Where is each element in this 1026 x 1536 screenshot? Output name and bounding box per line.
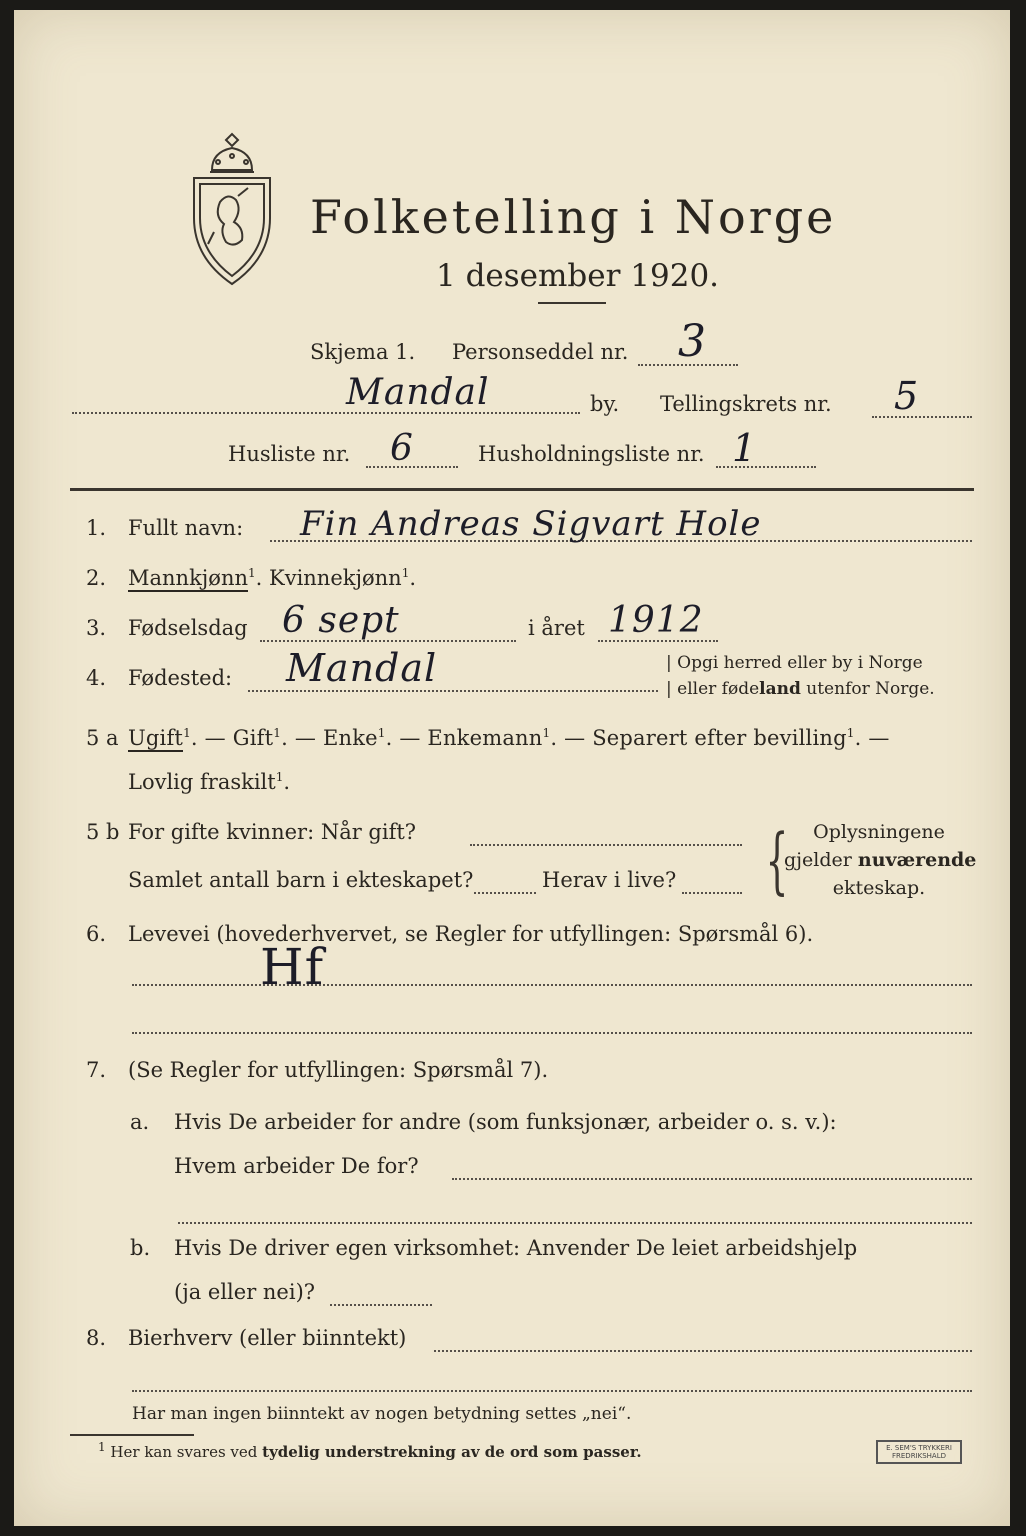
husliste-label: Husliste nr. <box>228 442 351 466</box>
enke-option: Enke <box>322 726 378 750</box>
q7a-label: Hvis De arbeider for andre (som funksjonær, arbeider o. s. v.): <box>174 1110 837 1134</box>
printer-stamp-line2: FREDRIKSHALD <box>891 1452 946 1460</box>
q7-number: 7. <box>86 1058 107 1082</box>
footnote-text-a: Her kan svares ved <box>110 1443 263 1461</box>
q6-line1 <box>132 984 972 986</box>
skjema-label: Skjema 1. <box>310 340 416 364</box>
q7a-question: Hvem arbeider De for? <box>174 1154 419 1178</box>
q3-number: 3. <box>86 616 107 640</box>
birth-year-value: 1912 <box>608 600 704 641</box>
q5a-options: Ugift$^1$. — Gift$^1$. — Enke$^1$. — Enkemann$^1$. — Separert efter bevilling$^1$. — <box>128 726 890 750</box>
q7a-letter: a. <box>130 1110 150 1134</box>
q8-label: Bierhverv (eller biinntekt) <box>128 1326 407 1350</box>
q5b-brace: { <box>765 818 789 902</box>
q8-line1 <box>434 1350 972 1352</box>
coat-of-arms-icon <box>186 132 278 296</box>
q5b-note-line3: ekteskap. <box>832 877 926 899</box>
q5b-alive-label: Herav i live? <box>542 868 677 892</box>
q5b-children-label: Samlet antall barn i ekteskapet? <box>128 868 474 892</box>
tellingskrets-label: Tellingskrets nr. <box>660 392 832 416</box>
q8-number: 8. <box>86 1326 107 1350</box>
footnote-ref: 1 <box>273 726 282 740</box>
occupation-value: Hf <box>260 938 325 996</box>
enkemann-option: Enkemann <box>427 726 543 750</box>
q4-line <box>248 690 658 692</box>
footnote-ref: 1 <box>248 566 256 580</box>
q1-number: 1. <box>86 516 107 540</box>
q7b-question: (ja eller nei)? <box>174 1280 316 1304</box>
footnote-ref: 1 <box>846 726 855 740</box>
q7b-label: Hvis De driver egen virksomhet: Anvender De leiet arbeidshjelp <box>174 1236 858 1260</box>
q1-label: Fullt navn: <box>128 516 244 540</box>
q3-year-label: i året <box>528 616 585 640</box>
q5b-note-line2b: nuværende <box>857 849 977 871</box>
q2-options: Mannkjønn$^1$. Kvinnekjønn$^1$. <box>128 566 417 590</box>
by-label: by. <box>590 392 620 416</box>
male-option: Mannkjønn <box>128 566 249 590</box>
footnote-rule <box>70 1434 194 1436</box>
q5b-label: For gifte kvinner: Når gift? <box>128 820 417 844</box>
q7a-line2 <box>178 1222 972 1224</box>
title-divider <box>538 302 606 304</box>
husliste-value: 6 <box>390 428 414 469</box>
footnote-ref: 1 <box>542 726 551 740</box>
nei-note: Har man ingen biinntekt av nogen betydning settes „nei“. <box>132 1404 632 1424</box>
husholdning-line <box>716 466 816 468</box>
birthplace-value: Mandal <box>286 646 438 690</box>
printer-stamp <box>876 1440 962 1464</box>
census-form <box>14 10 1010 1526</box>
separert-option: Separert efter bevilling <box>592 726 847 750</box>
q5b-married-line <box>470 844 742 846</box>
footnote-ref: 1 <box>377 726 386 740</box>
full-name-value: Fin Andreas Sigvart Hole <box>300 504 762 544</box>
q5b-children-line <box>474 892 536 894</box>
q5a-number: 5 a <box>86 726 119 750</box>
footnote-mark: 1 <box>98 1440 106 1454</box>
q5b-note-line1: Oplysningene <box>813 821 945 843</box>
lovlig-label: Lovlig fraskilt <box>128 770 276 794</box>
personseddel-value: 3 <box>678 316 707 367</box>
q5b-note-line2a: gjelder <box>784 849 858 871</box>
q6-line2 <box>132 1032 972 1034</box>
q6-label: Levevei (hovederhvervet, se Regler for utfyllingen: Spørsmål 6). <box>128 922 814 946</box>
tellingskrets-line <box>872 416 972 418</box>
q8-line2 <box>132 1390 972 1392</box>
q4-note-line2a: eller føde <box>677 679 760 699</box>
printer-stamp-line1: E. SEM'S TRYKKERI <box>886 1444 952 1452</box>
by-value: Mandal <box>346 372 490 413</box>
census-date: 1 desember 1920. <box>436 258 720 294</box>
q5b-alive-line <box>682 892 742 894</box>
q4-note-line2b: land <box>759 679 801 699</box>
q5b-note <box>784 818 977 902</box>
husholdning-label: Husholdningsliste nr. <box>478 442 705 466</box>
gift-option: Gift <box>232 726 274 750</box>
q6-number: 6. <box>86 922 107 946</box>
q7b-line <box>330 1304 432 1306</box>
q7a-line1 <box>452 1178 972 1180</box>
footnote-text-b: tydelig understrekning av de ord som passer. <box>262 1443 642 1461</box>
q2-number: 2. <box>86 566 107 590</box>
footnote <box>98 1440 642 1461</box>
ugift-option: Ugift <box>128 726 184 750</box>
form-title: Folketelling i Norge <box>310 190 837 244</box>
q4-note: | Opgi herred eller by i Norge | eller fødeland utenfor Norge. <box>666 653 935 699</box>
footnote-ref: 1 <box>401 566 410 580</box>
q5b-number: 5 b <box>86 820 120 844</box>
q4-label: Fødested: <box>128 666 233 690</box>
personseddel-label: Personseddel nr. <box>452 340 629 364</box>
by-line <box>72 412 580 414</box>
birth-day-value: 6 sept <box>282 600 400 641</box>
q3-label: Fødselsdag <box>128 616 248 640</box>
q7b-letter: b. <box>130 1236 151 1260</box>
q4-number: 4. <box>86 666 107 690</box>
q7-label: (Se Regler for utfyllingen: Spørsmål 7). <box>128 1058 549 1082</box>
husholdning-value: 1 <box>732 426 758 470</box>
tellingskrets-value: 5 <box>894 374 920 418</box>
q4-note-line2c: utenfor Norge. <box>800 679 935 699</box>
footnote-ref: 1 <box>183 726 191 740</box>
lovlig-fraskilt-option: Lovlig fraskilt$^1$. <box>128 770 291 794</box>
footnote-ref: 1 <box>275 770 284 784</box>
female-option: Kvinnekjønn <box>269 566 402 590</box>
q4-note-line1: Opgi herred eller by i Norge <box>677 653 923 673</box>
header-rule <box>70 488 974 491</box>
